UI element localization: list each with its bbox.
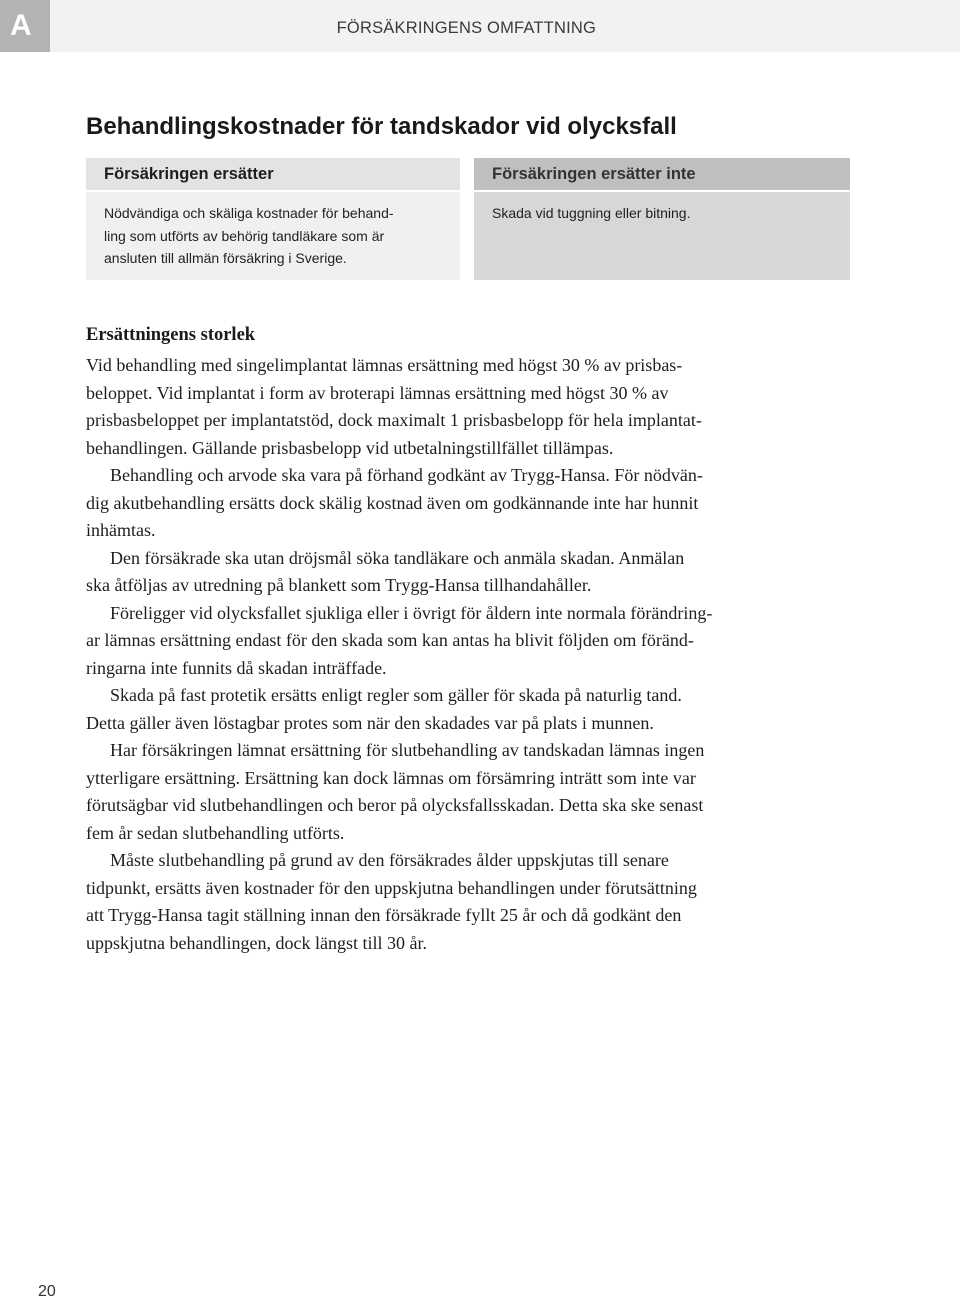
exclusion-box (474, 158, 850, 280)
text-line: behandlingen. Gällande prisbasbelopp vid utbetalningstillfället tillämpas. (86, 437, 614, 458)
text-line: prisbasbeloppet per implantatstöd, dock maximalt 1 prisbasbelopp för hela implantat- (86, 410, 702, 430)
exclusion-box-body (474, 192, 850, 225)
compensation-text (86, 352, 866, 957)
text-line: beloppet. Vid implantat i form av broterapi lämnas ersättning med högst 30 % av (86, 382, 669, 403)
coverage-box (86, 158, 460, 280)
text-line: Föreligger vid olycksfallet sjukliga eller i övrigt för åldern inte normala förändring- (110, 602, 713, 623)
text-line: Vid behandling med singelimplantat lämnas ersättning med högst 30 % av prisbas- (86, 355, 683, 375)
coverage-line: ling som utförts av behörig tandläkare som är (104, 227, 385, 244)
text-line: inhämtas. (86, 520, 156, 540)
text-line: ar lämnas ersättning endast för den skada som kan antas ha blivit följden om föränd- (86, 630, 694, 650)
page-number: 20 (38, 1283, 56, 1300)
text-line: Den försäkrade ska utan dröjsmål söka tandläkare och anmäla skadan. Anmälan (110, 547, 685, 568)
coverage-box-body (86, 192, 460, 270)
coverage-box-heading: Försäkringen ersätter (86, 158, 460, 192)
text-line: Detta gäller även löstagbar protes som när den skadades var på plats i munnen. (86, 712, 654, 733)
text-line: dig akutbehandling ersätts dock skälig kostnad även om godkännande inte har hunnit (86, 492, 699, 513)
text-line: förutsägbar vid slutbehandlingen och beror på olycksfallsskadan. Detta ska ske senast (86, 795, 704, 815)
text-line: Har försäkringen lämnat ersättning för slutbehandling av tandskadan lämnas ingen (110, 740, 705, 760)
text-line: Behandling och arvode ska vara på förhand godkänt av Trygg-Hansa. För nödvän- (110, 465, 703, 485)
section-letter-tab: A (0, 0, 50, 52)
text-line: att Trygg-Hansa tagit ställning innan den försäkrade fyllt 25 år och då godkänt den (86, 905, 682, 925)
coverage-line: Nödvändiga och skäliga kostnader för behand- (104, 205, 394, 221)
text-line: Skada på fast protetik ersätts enligt regler som gäller för skada på naturlig tand. (110, 685, 682, 705)
text-line: ringarna inte funnits då skadan inträffade. (86, 657, 387, 678)
text-line: Måste slutbehandling på grund av den försäkrades ålder uppskjutas till senare (110, 850, 669, 870)
text-line: uppskjutna behandlingen, dock längst till 30 år. (86, 932, 427, 953)
exclusion-line: Skada vid tuggning eller bitning. (492, 205, 691, 221)
text-line: ytterligare ersättning. Ersättning kan dock lämnas om försämring inträtt som inte var (86, 767, 696, 788)
running-title: FÖRSÄKRINGENS OMFATTNING (336, 19, 596, 37)
running-header (0, 0, 960, 52)
coverage-line: ansluten till allmän försäkring i Sverige. (104, 250, 347, 266)
text-line: tidpunkt, ersätts även kostnader för den uppskjutna behandlingen under förutsättning (86, 877, 697, 898)
text-line: fem år sedan slutbehandling utförts. (86, 822, 345, 843)
page-title: Behandlingskostnader för tandskador vid olycksfall (86, 113, 677, 140)
text-line: ska åtföljas av utredning på blankett som Trygg-Hansa tillhandahåller. (86, 575, 592, 595)
exclusion-box-heading: Försäkringen ersätter inte (474, 158, 850, 192)
compensation-heading: Ersättningens storlek (86, 325, 256, 345)
